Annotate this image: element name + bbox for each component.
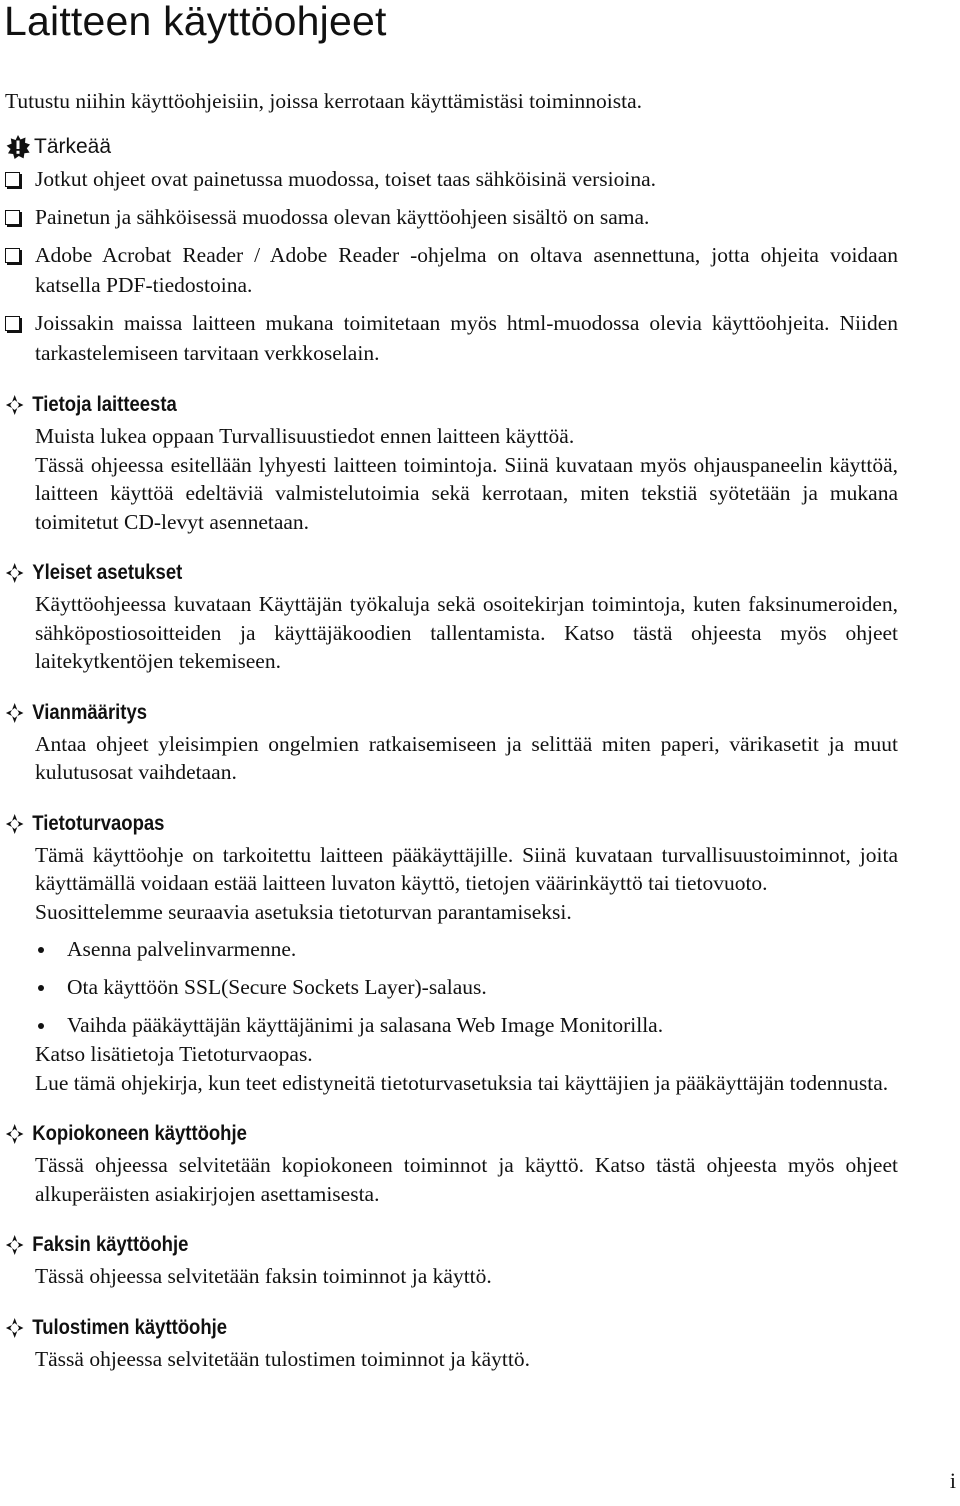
bullet-item: Asenna palvelinvarmenne. xyxy=(35,934,898,964)
section-paragraph: Lue tämä ohjekirja, kun teet edistyneitä tietoturvasetuksia tai käyttäjien ja pääkäyttäjän todennusta. xyxy=(35,1070,889,1095)
section-yleiset-asetukset xyxy=(5,558,898,676)
section-heading-label: Yleiset asetukset xyxy=(32,561,183,584)
diamond-bullet-icon xyxy=(5,1317,24,1339)
content xyxy=(5,86,898,1373)
section-paragraph: Suosittelemme seuraavia asetuksia tietoturvan parantamiseksi. xyxy=(35,899,572,924)
diamond-bullet-icon xyxy=(5,1234,24,1256)
diamond-bullet-icon xyxy=(5,813,24,835)
section-paragraph: Antaa ohjeet yleisimpien ongelmien ratkaisemiseen ja selittää miten paperi, värikasetit ja muut kulutusosat vaihdetaan. xyxy=(35,731,898,784)
section-heading xyxy=(5,1119,791,1149)
section-heading-label: Vianmääritys xyxy=(32,700,147,724)
important-item-text: Painetun ja sähköisessä muodossa olevan käyttöohjeen sisältö on sama. xyxy=(35,205,650,229)
section-body xyxy=(5,1151,898,1208)
section-heading-label: Tietoturvaopas xyxy=(32,811,165,835)
section-paragraph: Tämä käyttöohje on tarkoitettu laitteen pääkäyttäjille. Siinä kuvataan turvallisuustoiminnot, joita käyttämällä voidaan estää laitteen luvaton käyttö, tietojen väärinkäyttö tai tietovuoto. xyxy=(35,842,898,895)
checkbox-icon xyxy=(5,248,20,263)
section-paragraph: Katso lisätietoja Tietoturvaopas. xyxy=(35,1042,313,1066)
section-heading xyxy=(5,809,791,839)
checkbox-icon xyxy=(5,172,20,187)
section-paragraph: Käyttöohjeessa kuvataan Käyttäjän työkaluja sekä osoitekirjan toimintoja, kuten faksinumeroiden, sähköpostiosoitteiden ja käyttäjäkoodien tallentamista. Katso tästä ohjeesta myös ohjeet laitekytkentöjen tekemiseen. xyxy=(35,592,898,673)
section-paragraph: Tässä ohjeessa selvitetään faksin toiminnot ja käyttö. xyxy=(35,1264,492,1288)
diamond-bullet-icon xyxy=(5,562,24,584)
section-paragraph: Muista lukea oppaan Turvallisuustiedot ennen laitteen käyttöä. xyxy=(35,424,575,448)
section-tulostimen-kayttoohje xyxy=(5,1313,898,1374)
bullet-item: Ota käyttöön SSL(Secure Sockets Layer)-salaus. xyxy=(35,972,898,1002)
important-heading-label: Tärkeää xyxy=(34,135,112,158)
section-tietoturvaopas xyxy=(5,809,898,1098)
section-heading-label: Tietoja laitteesta xyxy=(32,393,177,416)
section-body xyxy=(5,422,898,536)
section-heading-label: Faksin käyttöohje xyxy=(32,1233,189,1256)
page-title: Laitteen käyttöohjeet xyxy=(4,0,387,44)
diamond-bullet-icon xyxy=(5,702,24,724)
section-heading-label: Tulostimen käyttöohje xyxy=(32,1315,228,1339)
page-number: i xyxy=(949,1468,956,1493)
section-tietoja-laitteesta xyxy=(5,390,898,536)
important-heading xyxy=(5,132,898,162)
section-body xyxy=(5,1345,898,1374)
section-heading xyxy=(5,698,791,728)
checkbox-icon xyxy=(5,210,20,225)
important-item-text: Joissakin maissa laitteen mukana toimitetaan myös html-muodossa olevia käyttöohjeita. Niiden tarkastelemiseen tarvitaan verkkoselain. xyxy=(35,311,898,365)
section-kopiokoneen-kayttoohje xyxy=(5,1119,898,1208)
important-item xyxy=(5,240,898,300)
diamond-bullet-icon xyxy=(5,1123,24,1145)
important-item xyxy=(5,308,898,368)
section-heading xyxy=(5,558,791,588)
important-list xyxy=(5,164,898,368)
checkbox-icon xyxy=(5,316,20,331)
section-paragraph: Tässä ohjeessa esitellään lyhyesti laitteen toimintoja. Siinä kuvataan myös ohjauspaneelin käyttöä, laitteen käyttöä edeltäviä valmistelutoimia sekä kerrotaan, miten tekstiä syötetään ja mukana toimitetut CD-levyt asennetaan. xyxy=(35,452,898,534)
section-heading xyxy=(5,1230,791,1260)
section-heading xyxy=(5,1313,791,1343)
section-heading xyxy=(5,390,791,420)
important-item xyxy=(5,164,898,194)
bullet-list xyxy=(35,934,898,1040)
section-vianmaaritys xyxy=(5,698,898,787)
section-body xyxy=(5,590,898,676)
intro-text: Tutustu niihin käyttöohjeisiin, joissa kerrotaan käyttämistäsi toiminnoista. xyxy=(5,89,643,113)
section-paragraph: Tässä ohjeessa selvitetään tulostimen toiminnot ja käyttö. xyxy=(35,1346,530,1371)
section-heading-label: Kopiokoneen käyttöohje xyxy=(32,1122,247,1145)
section-faksin-kayttoohje xyxy=(5,1230,898,1291)
important-item-text: Jotkut ohjeet ovat painetussa muodossa, toiset taas sähköisinä versioina. xyxy=(35,167,657,191)
bullet-item: Vaihda pääkäyttäjän käyttäjänimi ja salasana Web Image Monitorilla. xyxy=(35,1010,898,1040)
important-item xyxy=(5,202,898,232)
section-body xyxy=(5,841,898,1098)
important-item-text: Adobe Acrobat Reader / Adobe Reader -ohjelma on oltava asennettuna, jotta ohjeita voidaan katsella PDF-tiedostoina. xyxy=(35,243,898,297)
section-body xyxy=(5,1262,898,1291)
important-icon xyxy=(5,134,31,160)
section-body xyxy=(5,730,898,787)
diamond-bullet-icon xyxy=(5,394,24,416)
section-paragraph: Tässä ohjeessa selvitetään kopiokoneen toiminnot ja käyttö. Katso tästä ohjeesta myös ohjeet alkuperäisten asiakirjojen asettamisesta. xyxy=(35,1153,898,1206)
